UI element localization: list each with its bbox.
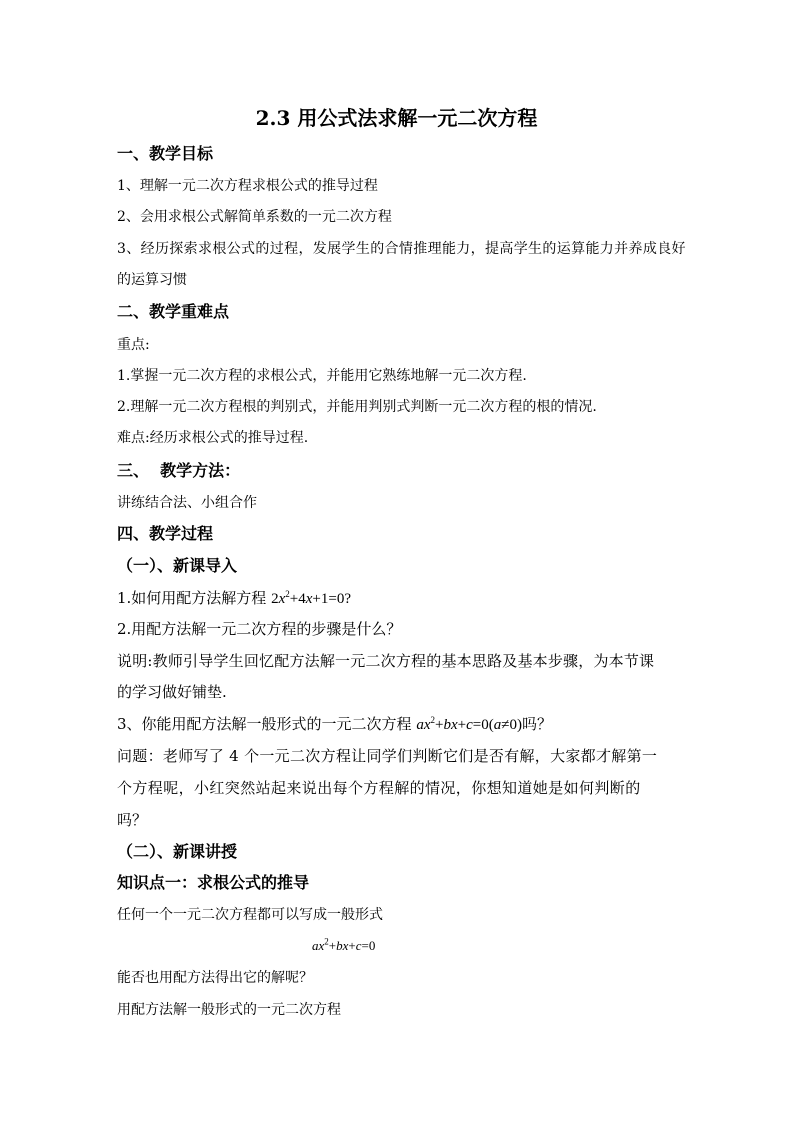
- problem-line-1: 问题：老师写了 4 个一元二次方程让同学们判断它们是否有解，大家都才解第一: [117, 747, 658, 765]
- question-1: [117, 588, 351, 609]
- question-3: [117, 714, 552, 735]
- goal-item-2: 2、会用求根公式解简单系数的一元二次方程: [117, 209, 392, 225]
- key-points-label: 重点:: [117, 337, 150, 353]
- goals-heading: 一、教学目标: [117, 144, 214, 163]
- goal-item-3-line-1: 3、经历探索求根公式的过程，发展学生的合情推理能力，提高学生的运算能力并养成良好: [117, 241, 686, 257]
- problem-line-3: 吗？: [117, 811, 148, 829]
- difficulty-point: 难点:经历求根公式的推导过程.: [117, 430, 309, 446]
- question-1-equation: $2x^2+4x+1=0$?: [271, 589, 351, 607]
- question-3-text: 3、你能用配方法解一般形式的一元二次方程: [117, 715, 417, 733]
- method-heading: 三、 教学方法：: [117, 461, 241, 480]
- general-form-equation: $ax^2+bx+c=0$: [312, 936, 376, 953]
- process-heading: 四、教学过程: [117, 524, 214, 543]
- knowledge-point-1-question: 能否也用配方法得出它的解呢？: [117, 970, 313, 986]
- lecture-heading: （二）、新课讲授: [117, 842, 238, 861]
- key-point-1: 1.掌握一元二次方程的求根公式，并能用它熟练地解一元二次方程.: [117, 368, 527, 384]
- goal-item-3-line-2: 的运算习惯: [117, 272, 187, 288]
- note-line-2: 的学习做好铺垫.: [117, 683, 227, 701]
- knowledge-point-1-heading: 知识点一：求根公式的推导: [117, 873, 310, 892]
- method-text: 讲练结合法、小组合作: [117, 495, 257, 511]
- problem-line-2: 个方程呢，小红突然站起来说出每个方程解的情况，你想知道她是如何判断的: [117, 779, 641, 797]
- intro-heading: （一）、新课导入: [117, 556, 238, 575]
- document-title: 2.3 用公式法求解一元二次方程: [255, 106, 538, 130]
- question-2: 2.用配方法解一元二次方程的步骤是什么？: [117, 620, 402, 638]
- key-points-heading: 二、教学重难点: [117, 302, 230, 321]
- knowledge-point-1-text: 任何一个一元二次方程都可以写成一般形式: [117, 907, 383, 923]
- question-3-equation: $ax^2+bx+c=0(a\ne 0)$: [416, 715, 522, 733]
- goal-item-1: 1、理解一元二次方程求根公式的推导过程: [117, 178, 378, 194]
- question-3-suffix: 吗？: [521, 715, 552, 733]
- key-point-2: 2.理解一元二次方程根的判别式，并能用判别式判断一元二次方程的根的情况.: [117, 399, 597, 415]
- question-1-text: 1.如何用配方法解方程: [117, 589, 272, 607]
- knowledge-point-1-method: 用配方法解一般形式的一元二次方程: [117, 1002, 341, 1018]
- note-line-1: 说明:教师引导学生回忆配方法解一元二次方程的基本思路及基本步骤，为本节课: [117, 652, 655, 670]
